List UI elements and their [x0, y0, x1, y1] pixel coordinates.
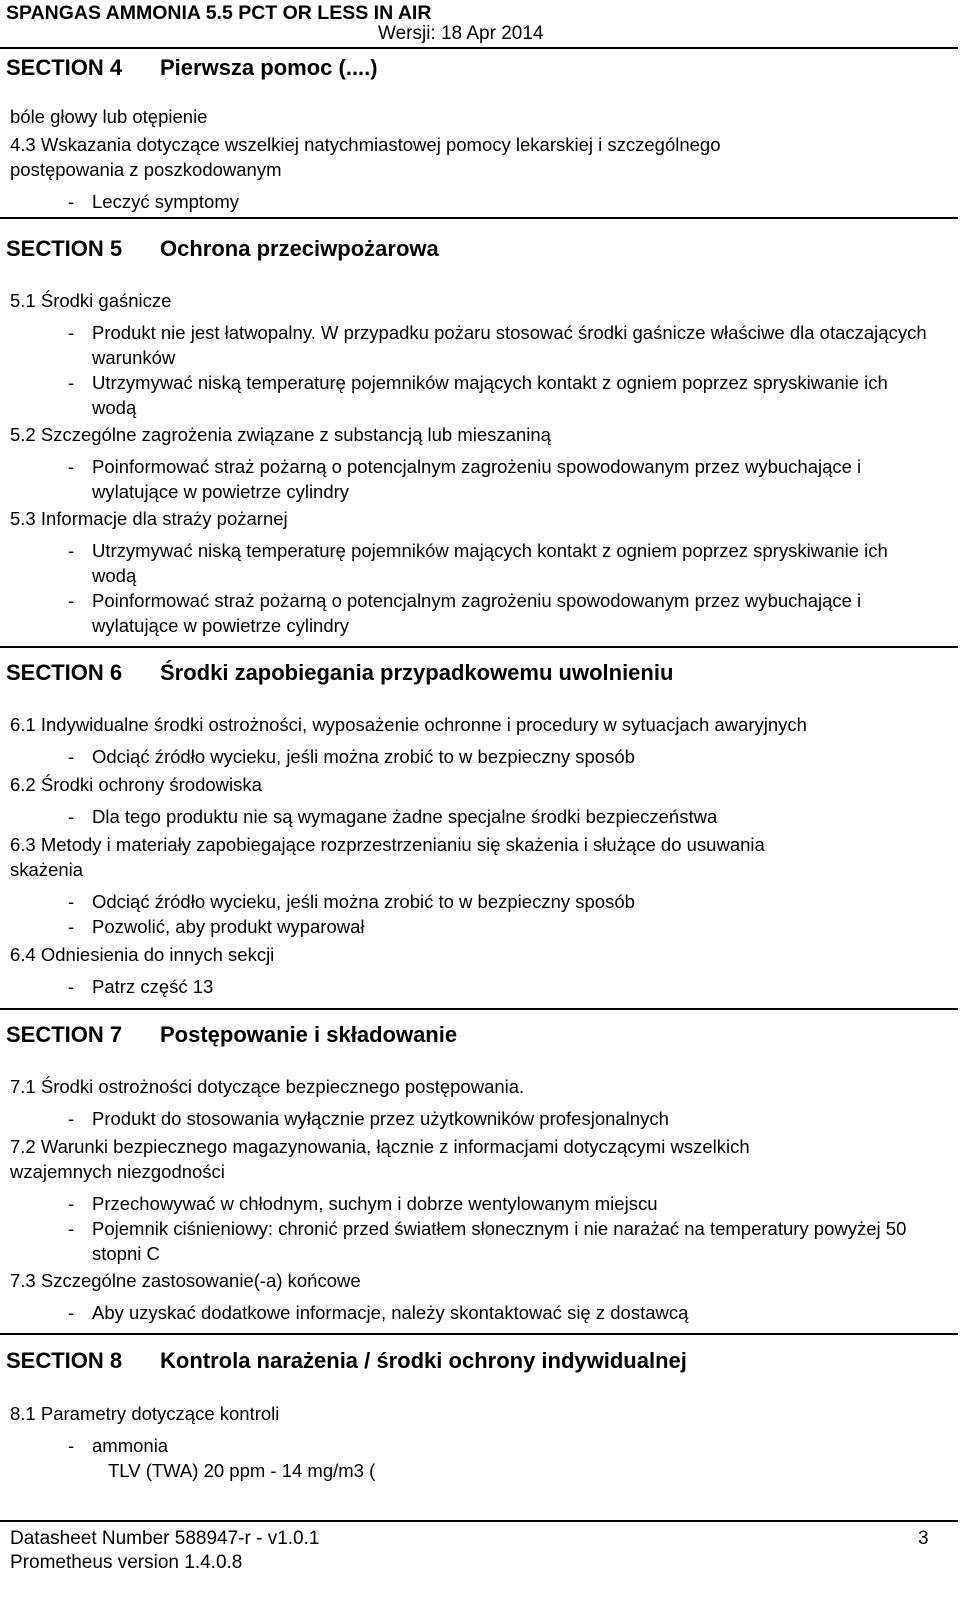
bullet-dash: - — [68, 916, 75, 937]
bullet-item — [68, 588, 928, 638]
bullet-item — [68, 320, 928, 370]
bullet-text: Utrzymywać niską temperaturę pojemników mających kontakt z ogniem poprzez spryskiwanie ich wodą — [92, 540, 888, 586]
section-7-label: SECTION 7 — [6, 1022, 123, 1047]
section-8-title: Kontrola narażenia / środki ochrony indywidualnej — [160, 1348, 687, 1373]
section-8-heading — [6, 1348, 687, 1374]
exposure-limit-value: TLV (TWA) 20 ppm - 14 mg/m3 ( — [108, 1460, 376, 1481]
section-4-heading — [6, 55, 378, 81]
section-5-label: SECTION 5 — [6, 236, 123, 261]
bullet-dash: - — [68, 322, 75, 343]
page-footer — [0, 1520, 960, 1599]
section-8-label: SECTION 8 — [6, 1348, 123, 1373]
bullet-item — [68, 1433, 928, 1458]
subsection-5-2-heading: 5.2 Szczególne zagrożenia związane z substancją lub mieszaniną — [10, 424, 551, 445]
section-divider — [0, 1008, 958, 1010]
bullet-dash: - — [68, 372, 75, 393]
subsection-7-2-heading-line2: wzajemnych niezgodności — [10, 1161, 225, 1182]
bullet-item — [68, 889, 928, 914]
section-divider — [0, 1333, 958, 1335]
bullet-text: ammonia — [92, 1435, 169, 1456]
subsection-6-2-heading: 6.2 Środki ochrony środowiska — [10, 774, 262, 795]
page-number: 3 — [918, 1528, 929, 1549]
header-divider — [0, 47, 958, 49]
bullet-text: Leczyć symptomy — [92, 191, 240, 212]
subsection-6-1-heading: 6.1 Indywidualne środki ostrożności, wyposażenie ochronne i procedury w sytuacjach awaryjnych — [10, 714, 807, 735]
datasheet-number: Datasheet Number 588947-r - v1.0.1 — [10, 1528, 320, 1549]
section-7-title: Postępowanie i składowanie — [160, 1022, 458, 1047]
subsection-7-3-heading: 7.3 Szczególne zastosowanie(-a) końcowe — [10, 1270, 361, 1291]
bullet-text: Przechowywać w chłodnym, suchym i dobrze wentylowanym miejscu — [92, 1193, 658, 1214]
bullet-dash: - — [68, 746, 75, 767]
bullet-text: Utrzymywać niską temperaturę pojemników mających kontakt z ogniem poprzez spryskiwanie ich wodą — [92, 372, 888, 418]
bullet-text: Produkt do stosowania wyłącznie przez użytkowników profesjonalnych — [92, 1108, 669, 1129]
bullet-text: Poinformować straż pożarną o potencjalnym zagrożeniu spowodowanym przez wybuchające i wylatujące w powietrze cylindry — [92, 456, 862, 502]
bullet-text: Odciąć źródło wycieku, jeśli można zrobić to w bezpieczny sposób — [92, 746, 635, 767]
section-4-label: SECTION 4 — [6, 55, 123, 80]
section-6-heading — [6, 660, 674, 686]
section-5-heading — [6, 236, 439, 262]
bullet-item — [68, 1191, 928, 1216]
subsection-6-3-heading-line2: skażenia — [10, 859, 84, 880]
subsection-8-1-heading: 8.1 Parametry dotyczące kontroli — [10, 1403, 280, 1424]
bullet-dash: - — [68, 1108, 75, 1129]
subsection-5-3-heading: 5.3 Informacje dla straży pożarnej — [10, 508, 288, 529]
bullet-text: Poinformować straż pożarną o potencjalnym zagrożeniu spowodowanym przez wybuchające i wylatujące w powietrze cylindry — [92, 590, 862, 636]
section-6-label: SECTION 6 — [6, 660, 123, 685]
bullet-item — [68, 974, 928, 999]
document-title: SPANGAS AMMONIA 5.5 PCT OR LESS IN AIR — [6, 2, 432, 24]
bullet-text: Dla tego produktu nie są wymagane żadne specjalne środki bezpieczeństwa — [92, 806, 718, 827]
bullet-item — [68, 744, 928, 769]
bullet-dash: - — [68, 1435, 75, 1456]
bullet-text: Patrz część 13 — [92, 976, 214, 997]
bullet-item — [68, 804, 928, 829]
subsection-4-3-heading-line2: postępowania z poszkodowanym — [10, 159, 282, 180]
bullet-dash: - — [68, 540, 75, 561]
section-divider — [0, 646, 958, 648]
bullet-text: Pozwolić, aby produkt wyparował — [92, 916, 365, 937]
bullet-text: Aby uzyskać dodatkowe informacje, należy skontaktować się z dostawcą — [92, 1302, 689, 1323]
bullet-item — [68, 1300, 928, 1325]
bullet-dash: - — [68, 806, 75, 827]
software-version: Prometheus version 1.4.0.8 — [10, 1552, 243, 1573]
bullet-dash: - — [68, 1218, 75, 1239]
footer-divider — [0, 1520, 958, 1522]
bullet-item — [68, 370, 928, 420]
bullet-text: Produkt nie jest łatwopalny. W przypadku pożaru stosować środki gaśnicze właściwe dla otaczających warunków — [92, 322, 927, 368]
subsection-5-1-heading: 5.1 Środki gaśnicze — [10, 290, 172, 311]
subsection-6-4-heading: 6.4 Odniesienia do innych sekcji — [10, 944, 275, 965]
bullet-item — [68, 1106, 928, 1131]
bullet-dash: - — [68, 1302, 75, 1323]
document-version: Wersji: 18 Apr 2014 — [378, 23, 544, 44]
bullet-dash: - — [68, 976, 75, 997]
section-7-heading — [6, 1022, 458, 1048]
bullet-dash: - — [68, 191, 75, 212]
subsection-7-1-heading: 7.1 Środki ostrożności dotyczące bezpiecznego postępowania. — [10, 1076, 525, 1097]
subsection-6-3-heading-line1: 6.3 Metody i materiały zapobiegające rozprzestrzenianiu się skażenia i służące do usuwania — [10, 834, 765, 855]
section-4-continued-text: bóle głowy lub otępienie — [10, 106, 208, 127]
bullet-dash: - — [68, 1193, 75, 1214]
bullet-text: Odciąć źródło wycieku, jeśli można zrobić to w bezpieczny sposób — [92, 891, 635, 912]
bullet-item — [68, 914, 928, 939]
section-5-title: Ochrona przeciwpożarowa — [160, 236, 439, 261]
bullet-item — [68, 1216, 928, 1266]
subsection-7-2-heading-line1: 7.2 Warunki bezpiecznego magazynowania, łącznie z informacjami dotyczącymi wszelkich — [10, 1136, 750, 1157]
bullet-item — [68, 454, 928, 504]
bullet-text: Pojemnik ciśnieniowy: chronić przed światłem słonecznym i nie narażać na temperatury powyżej 50 stopni C — [92, 1218, 907, 1264]
section-4-title: Pierwsza pomoc (....) — [160, 55, 378, 80]
bullet-item — [68, 189, 928, 214]
section-divider — [0, 217, 958, 219]
page-header — [0, 0, 960, 50]
subsection-4-3-heading-line1: 4.3 Wskazania dotyczące wszelkiej natychmiastowej pomocy lekarskiej i szczególnego — [10, 134, 721, 155]
bullet-dash: - — [68, 456, 75, 477]
bullet-dash: - — [68, 891, 75, 912]
bullet-item — [68, 538, 928, 588]
bullet-dash: - — [68, 590, 75, 611]
section-6-title: Środki zapobiegania przypadkowemu uwolnieniu — [160, 660, 674, 685]
